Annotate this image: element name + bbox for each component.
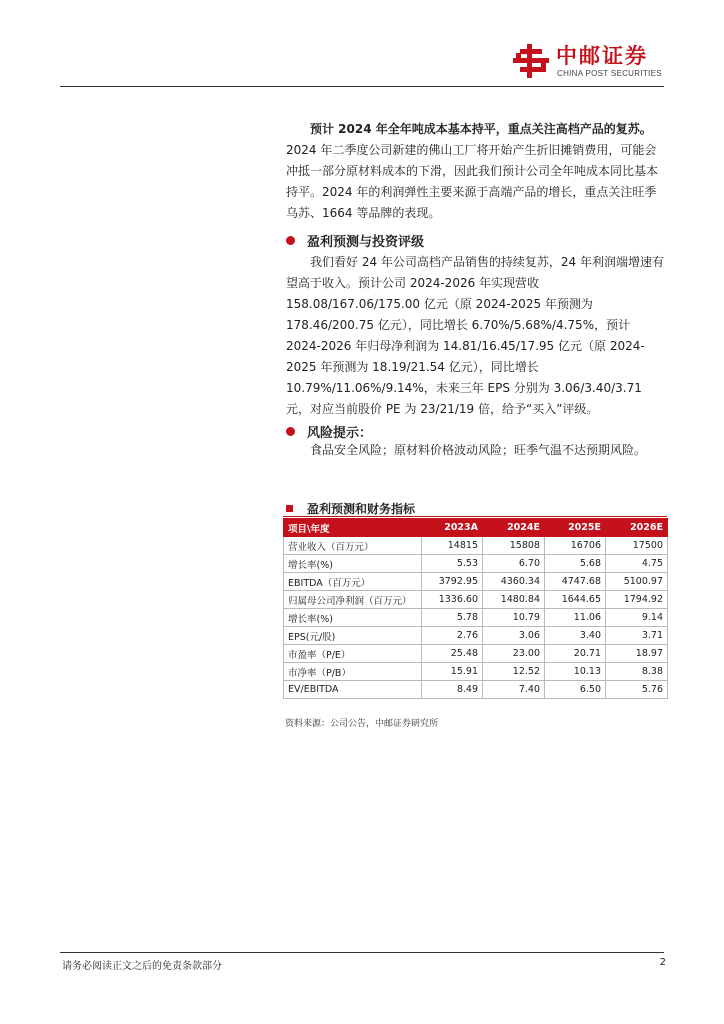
- table-cell: 5100.97: [606, 573, 668, 591]
- table-cell: 6.70: [483, 555, 545, 573]
- section-heading-forecast: [286, 234, 424, 252]
- table-row: [284, 609, 668, 627]
- table-cell: 16706: [545, 537, 606, 555]
- table-cell: 8.49: [422, 681, 483, 699]
- table-cell: 2.76: [422, 627, 483, 645]
- page-number: 2: [659, 957, 666, 968]
- paragraph-lead: 预计 2024 年全年吨成本基本持平，重点关注高档产品的复苏。: [310, 122, 652, 136]
- table-title-text: 盈利预测和财务指标: [307, 502, 416, 516]
- header-cell: 2026E: [606, 519, 668, 537]
- table-source-note: 资料来源：公司公告，中邮证券研究所: [285, 719, 439, 729]
- table-cell: 25.48: [422, 645, 483, 663]
- footer-divider: [60, 952, 664, 953]
- header-cell: 2025E: [545, 519, 606, 537]
- china-post-logo-icon: [513, 44, 549, 78]
- row-label: 归属母公司净利润（百万元）: [284, 591, 422, 609]
- table-cell: 1480.84: [483, 591, 545, 609]
- table-row: [284, 537, 668, 555]
- table-cell: 20.71: [545, 645, 606, 663]
- row-label: 市净率（P/B）: [284, 663, 422, 681]
- logo-text-en: CHINA POST SECURITIES: [557, 69, 662, 78]
- table-cell: 4360.34: [483, 573, 545, 591]
- row-label: EV/EBITDA: [284, 681, 422, 699]
- bullet-icon: [286, 427, 295, 436]
- table-cell: 6.50: [545, 681, 606, 699]
- paragraph-body: 2024 年二季度公司新建的佛山工厂将开始产生折旧摊销费用，可能会冲抵一部分原材料成本的下滑，因此我们预计公司全年吨成本同比基本持平。2024 年的利润弹性主要来源于高端产品的增长，重点关注旺季乌苏、1664 等品牌的表现。: [286, 143, 659, 220]
- table-cell: 17500: [606, 537, 668, 555]
- page-header: [0, 0, 724, 88]
- logo-text-cn: 中邮证券: [556, 44, 648, 68]
- table-cell: 3.71: [606, 627, 668, 645]
- bullet-icon: [286, 236, 295, 245]
- table-cell: 7.40: [483, 681, 545, 699]
- table-header-row: [284, 519, 668, 537]
- header-cell: 2023A: [422, 519, 483, 537]
- header-cell: 2024E: [483, 519, 545, 537]
- row-label: 营业收入（百万元）: [284, 537, 422, 555]
- table-cell: 5.78: [422, 609, 483, 627]
- section-title: 盈利预测与投资评级: [307, 235, 425, 250]
- table-title-rule: [283, 516, 667, 517]
- table-row: [284, 681, 668, 699]
- paragraph-risk: 食品安全风险；原材料价格波动风险；旺季气温不达预期风险。: [310, 443, 647, 457]
- table-cell: 3.06: [483, 627, 545, 645]
- table-title: [286, 500, 415, 517]
- table-cell: 1644.65: [545, 591, 606, 609]
- table-cell: 18.97: [606, 645, 668, 663]
- table-cell: 10.79: [483, 609, 545, 627]
- table-cell: 3792.95: [422, 573, 483, 591]
- table-cell: 23.00: [483, 645, 545, 663]
- table-row: [284, 555, 668, 573]
- table-row: [284, 573, 668, 591]
- row-label: 市盈率（P/E）: [284, 645, 422, 663]
- row-label: EPS(元/股): [284, 627, 422, 645]
- table-cell: 9.14: [606, 609, 668, 627]
- table-cell: 8.38: [606, 663, 668, 681]
- paragraph-cost-outlook: [286, 119, 666, 224]
- row-label: EBITDA（百万元）: [284, 573, 422, 591]
- table-cell: 4747.68: [545, 573, 606, 591]
- table-cell: 12.52: [483, 663, 545, 681]
- table-cell: 4.75: [606, 555, 668, 573]
- table-cell: 1336.60: [422, 591, 483, 609]
- table-cell: 5.68: [545, 555, 606, 573]
- table-row: [284, 645, 668, 663]
- table-cell: 14815: [422, 537, 483, 555]
- paragraph-forecast: 我们看好 24 年公司高档产品销售的持续复苏，24 年利润端增速有望高于收入。预计公司 2024-2026 年实现营收 158.08/167.06/175.00 亿元（原 2024-2025 年预测为 178.46/200.75 亿元），同比增长 6.70%/5.68%/4.75%，预计 2024-2026 年归母净利润为 14.81/16.45/17.95 亿元（原 2024-2025 年预测为 18.19/21.54 亿元），同比增长 10.79%/11.06%/9.14%，未来三年 EPS 分别为 3.06/3.40/3.71 元，对应当前股价 PE 为 23/21/19 倍，给予“买入”评级。: [286, 255, 664, 416]
- table-cell: 1794.92: [606, 591, 668, 609]
- table-cell: 5.76: [606, 681, 668, 699]
- table-row: [284, 663, 668, 681]
- row-label: 增长率(%): [284, 555, 422, 573]
- header-cell: 项目\年度: [284, 519, 422, 537]
- financial-table: [283, 518, 668, 699]
- table-cell: 5.53: [422, 555, 483, 573]
- table-cell: 10.13: [545, 663, 606, 681]
- table-cell: 3.40: [545, 627, 606, 645]
- table-row: [284, 627, 668, 645]
- table-cell: 15.91: [422, 663, 483, 681]
- section-title: 风险提示：: [307, 426, 373, 441]
- row-label: 增长率(%): [284, 609, 422, 627]
- square-bullet-icon: [286, 505, 293, 512]
- table-cell: 11.06: [545, 609, 606, 627]
- header-divider: [60, 86, 664, 87]
- table-row: [284, 591, 668, 609]
- footer-disclaimer: 请务必阅读正文之后的免责条款部分: [62, 961, 222, 972]
- table-cell: 15808: [483, 537, 545, 555]
